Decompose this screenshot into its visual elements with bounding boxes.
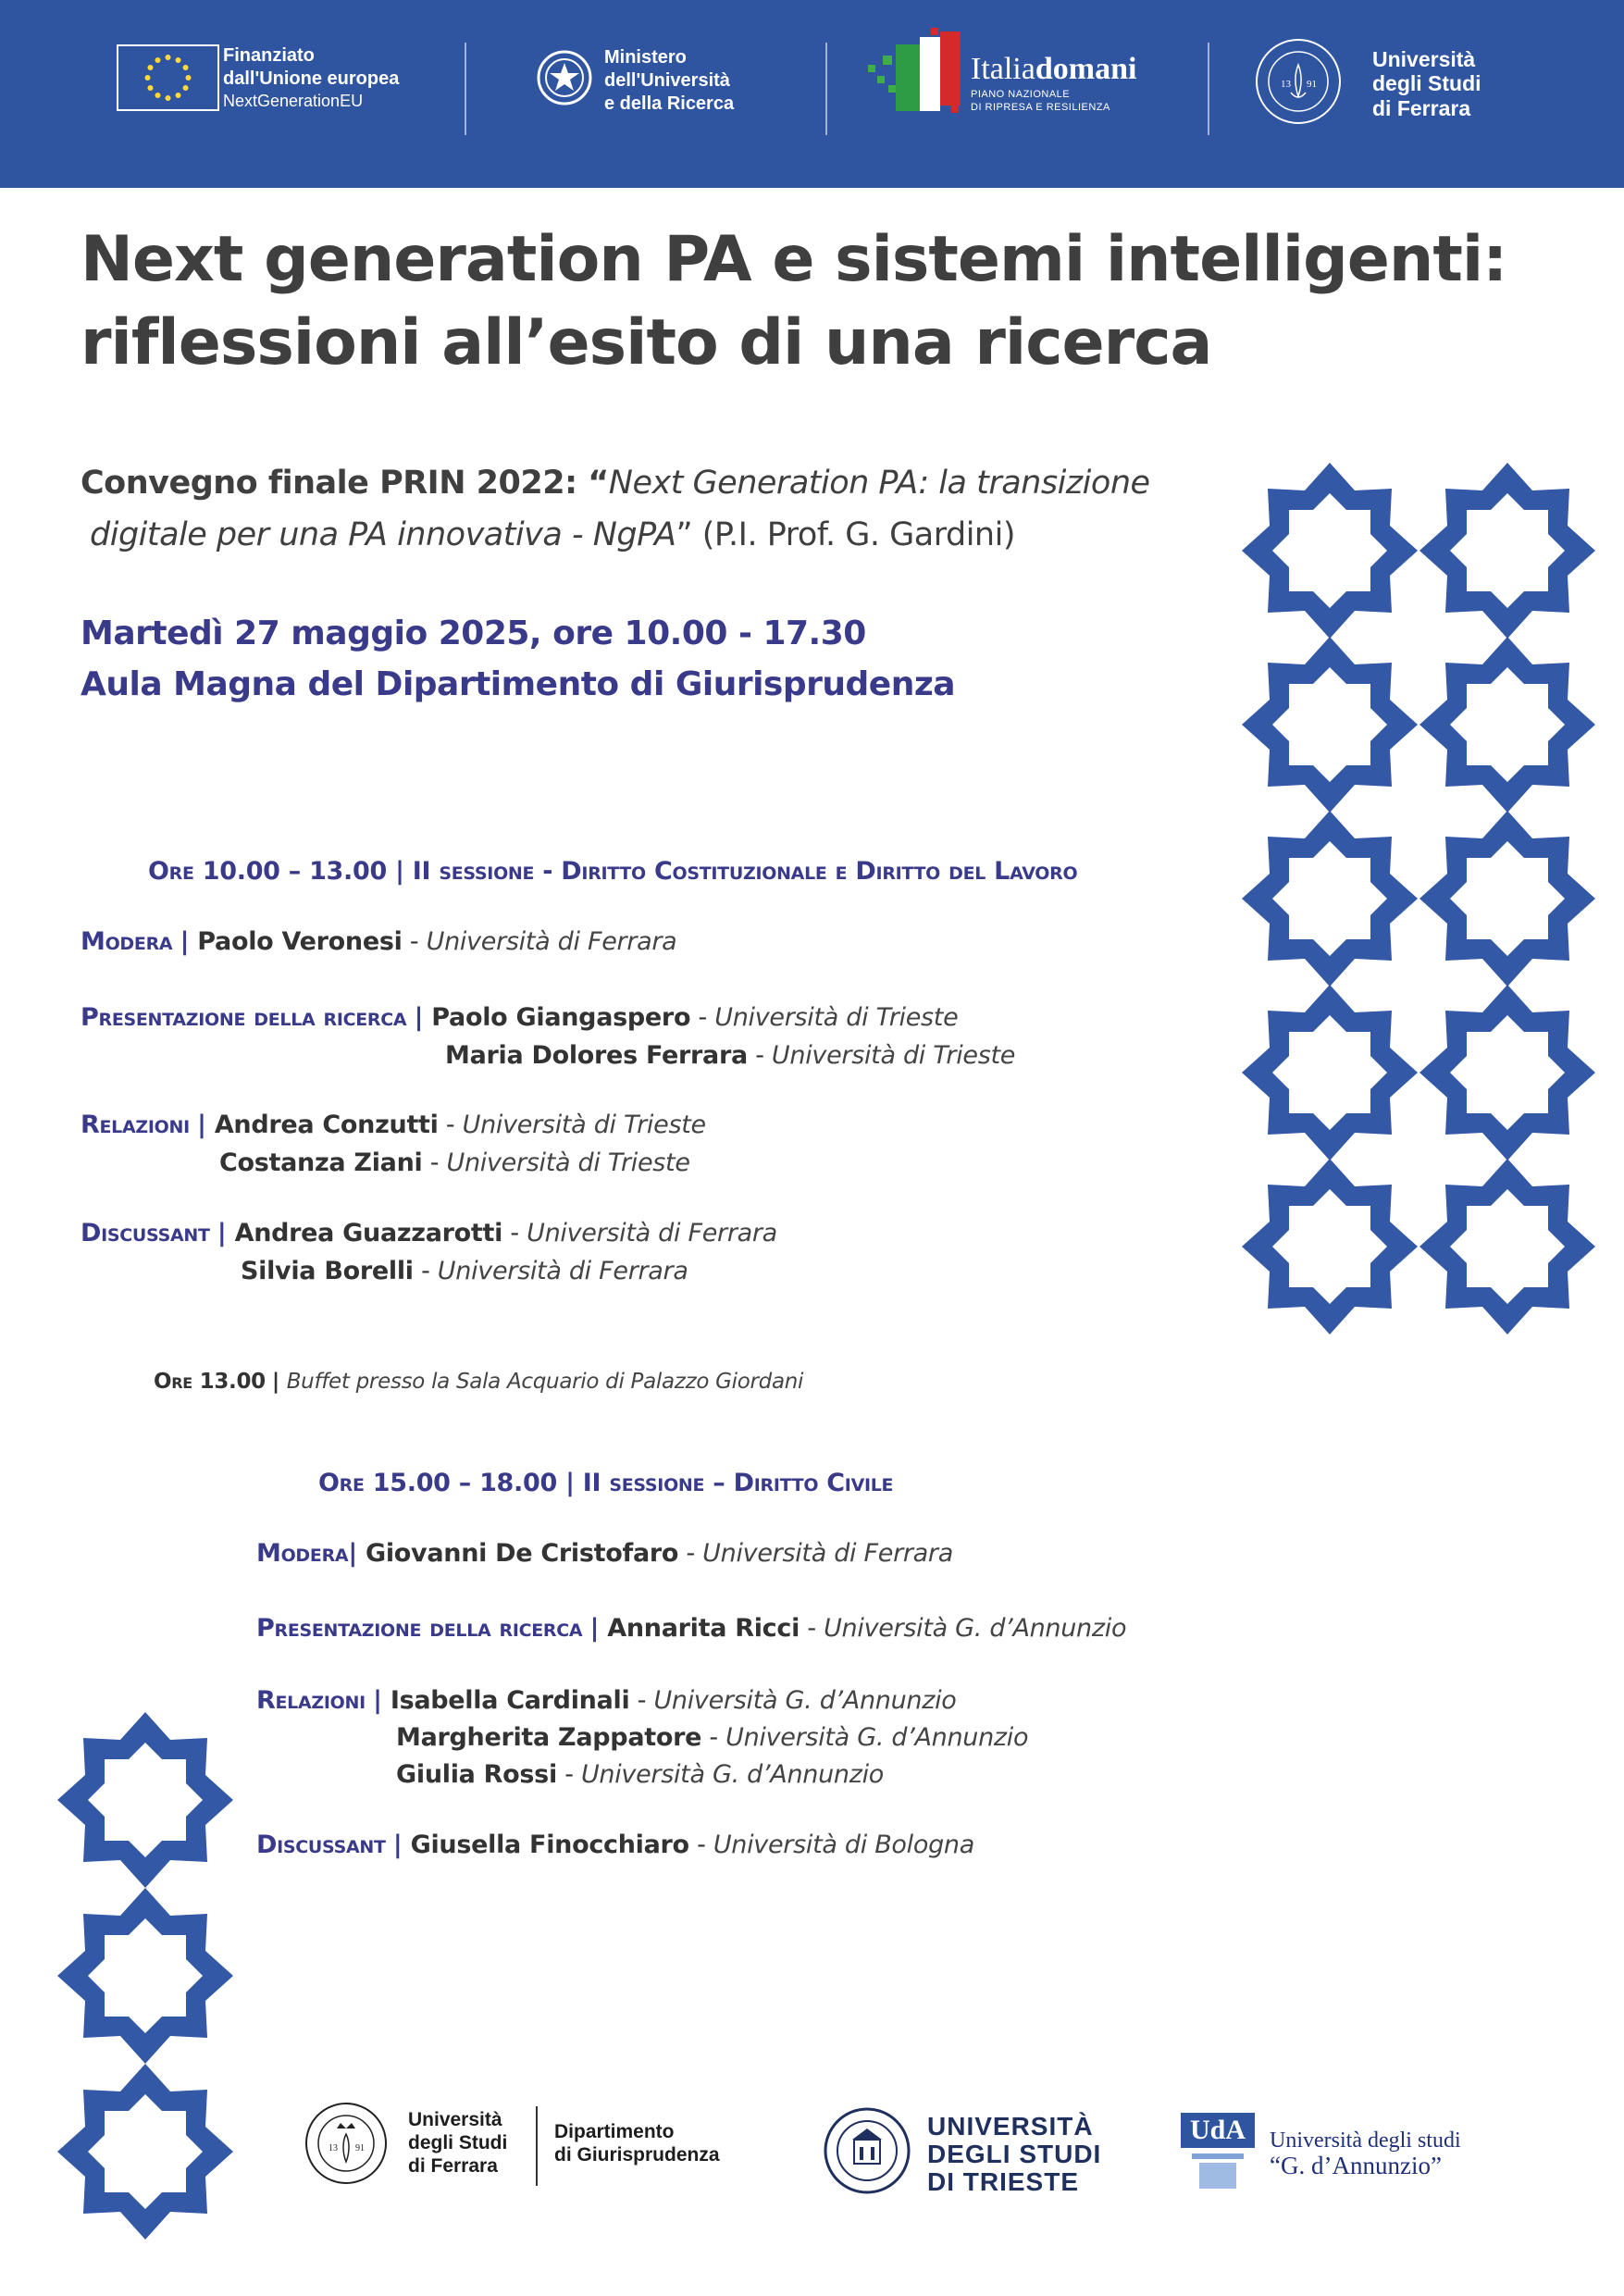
lunch-break: Ore 13.00 | Buffet presso la Sala Acquario di Palazzo Giordani: [154, 1370, 804, 1394]
italia-domani-flag-icon: [864, 28, 966, 117]
trieste-seal-icon: [823, 2106, 911, 2195]
svg-text:91: 91: [355, 2143, 365, 2153]
session-1-presentazione-2: Maria Dolores Ferrara - Università di Trieste: [445, 1041, 1016, 1070]
conference-title-b: digitale per una PA innovativa - NgPA: [90, 516, 676, 553]
header-divider: [465, 43, 466, 135]
header-divider: [825, 43, 827, 135]
presentazione-label: Presentazione della ricerca: [81, 1003, 407, 1032]
mur-line-2: dell'Università: [604, 70, 730, 91]
relazioni-label: Relazioni: [256, 1686, 366, 1715]
italia-domani-sub-1: PIANO NAZIONALE: [971, 89, 1071, 100]
conference-title-a: Next Generation PA: la transizione: [608, 465, 1150, 502]
uda-text: [1270, 2128, 1461, 2180]
unife-header-line-3: di Ferrara: [1372, 95, 1471, 120]
italia-domani-brand-a: Italia: [971, 52, 1035, 86]
trieste-line-3: DI TRIESTE: [927, 2167, 1080, 2197]
speaker-affiliation: Università G. d’Annunzio: [653, 1686, 957, 1715]
conference-line-2: [81, 509, 1246, 561]
uda-line-2: “G. d’Annunzio”: [1270, 2152, 1442, 2180]
session-1-modera: Modera | Paolo Veronesi - Università di Ferrara: [81, 927, 677, 956]
speaker-name: Giulia Rossi: [396, 1760, 557, 1789]
unife-footer-line-1: Università: [408, 2109, 502, 2130]
eu-funding-text: [223, 44, 399, 112]
mur-line-1: Ministero: [604, 47, 687, 68]
italian-emblem-icon: [536, 48, 593, 107]
trieste-text: [927, 2113, 1101, 2197]
title-line-1: Next generation PA e sistemi intelligenti:: [81, 223, 1507, 296]
svg-text:13: 13: [329, 2143, 338, 2153]
star-ornament-right: [1240, 461, 1597, 1338]
speaker-name: Silvia Borelli: [241, 1257, 414, 1285]
uda-logo: [1181, 2113, 1255, 2191]
eu-star-icon: [166, 95, 171, 101]
session-1-heading: Ore 10.00 – 13.00 | II sessione - Diritto Costituzionale e Diritto del Lavoro: [148, 857, 1078, 886]
page-title: [81, 218, 1580, 386]
eu-star-icon: [176, 57, 181, 63]
mur-line-3: e della Ricerca: [604, 93, 735, 114]
conference-line-1: [81, 457, 1246, 509]
svg-text:91: 91: [1307, 79, 1317, 90]
speaker-name: Margherita Zappatore: [396, 1723, 702, 1752]
dipartimento-line-2: di Giurisprudenza: [554, 2144, 720, 2166]
uda-mark-base: [1199, 2163, 1236, 2189]
session-2-relazioni: Relazioni | Isabella Cardinali - Università G. d’Annunzio: [256, 1686, 957, 1715]
presentazione-label: Presentazione della ricerca: [256, 1614, 583, 1643]
eu-line-3: NextGenerationEU: [223, 92, 364, 110]
speaker-name: Giovanni De Cristofaro: [365, 1539, 679, 1568]
header-band: [0, 0, 1624, 188]
eu-star-icon: [183, 65, 189, 70]
relazioni-label: Relazioni: [81, 1111, 190, 1139]
italia-domani-sub-2: DI RIPRESA E RESILIENZA: [971, 101, 1110, 113]
session-1-discussant: Discussant | Andrea Guazzarotti - Università di Ferrara: [81, 1219, 777, 1247]
speaker-affiliation: Università di Ferrara: [426, 927, 677, 956]
speaker-affiliation: Università di Trieste: [714, 1003, 959, 1032]
italia-domani-text: [971, 54, 1136, 115]
lunch-text: Buffet presso la Sala Acquario di Palazzo Giordani: [286, 1370, 804, 1394]
speaker-name: Annarita Ricci: [607, 1614, 800, 1643]
speaker-name: Giusella Finocchiaro: [410, 1831, 689, 1859]
lunch-time: Ore 13.00: [154, 1370, 266, 1394]
discussant-label: Discussant: [81, 1219, 210, 1247]
session-1-discussant-2: Silvia Borelli - Università di Ferrara: [241, 1257, 688, 1285]
modera-label: Modera: [81, 927, 173, 956]
eu-line-2: dall'Unione europea: [223, 68, 400, 89]
session-2-heading: Ore 15.00 – 18.00 | II sessione – Diritto Civile: [318, 1469, 894, 1497]
conference-suffix: ” (P.I. Prof. G. Gardini): [676, 516, 1015, 553]
conference-subtitle: [81, 457, 1246, 561]
session-2-presentazione: Presentazione della ricerca | Annarita Ricci - Università G. d’Annunzio: [256, 1614, 1127, 1643]
session-1-relazioni: Relazioni | Andrea Conzutti - Università di Trieste: [81, 1111, 706, 1139]
unife-seal-icon: [1254, 37, 1343, 126]
unife-footer-seal-icon: [304, 2101, 389, 2186]
eu-star-icon: [145, 75, 151, 81]
conference-prefix: Convegno finale PRIN 2022: “: [81, 465, 609, 502]
speaker-affiliation: Università di Trieste: [446, 1148, 690, 1177]
star-ornament-left: [56, 1710, 237, 2242]
unife-footer-line-2: degli Studi: [408, 2132, 508, 2154]
footer-divider: [536, 2106, 538, 2186]
uda-mark-base: [1192, 2153, 1244, 2159]
dipartimento-line-1: Dipartimento: [554, 2121, 675, 2142]
discussant-label: Discussant: [256, 1831, 386, 1859]
speaker-affiliation: Università G. d’Annunzio: [725, 1723, 1029, 1752]
session-2-relazioni-3: Giulia Rossi - Università G. d’Annunzio: [396, 1760, 885, 1789]
session-2-discussant: Discussant | Giusella Finocchiaro - Università di Bologna: [256, 1831, 974, 1859]
eu-star-icon: [186, 75, 192, 81]
speaker-affiliation: Università di Trieste: [771, 1041, 1016, 1070]
trieste-line-1: UNIVERSITÀ: [927, 2112, 1094, 2141]
uda-mark: UdA: [1181, 2113, 1255, 2148]
unife-header-text: [1372, 47, 1481, 120]
dipartimento-text: [554, 2120, 720, 2166]
speaker-name: Paolo Giangaspero: [431, 1003, 691, 1032]
speaker-name: Andrea Guazzarotti: [234, 1219, 503, 1247]
speaker-name: Andrea Conzutti: [214, 1111, 439, 1139]
unife-footer-text: [408, 2108, 507, 2178]
svg-text:13: 13: [1281, 79, 1291, 90]
modera-label: Modera: [256, 1539, 349, 1568]
speaker-name: Paolo Veronesi: [197, 927, 403, 956]
eu-star-icon: [147, 85, 153, 91]
eu-flag-icon: [117, 44, 219, 111]
unife-header-line-2: degli Studi: [1372, 71, 1481, 96]
session-1-presentazione: Presentazione della ricerca | Paolo Giangaspero - Università di Trieste: [81, 1003, 959, 1032]
uda-line-1: Università degli studi: [1270, 2128, 1461, 2153]
speaker-name: Costanza Ziani: [219, 1148, 423, 1177]
speaker-affiliation: Università di Ferrara: [702, 1539, 953, 1568]
session-1-relazioni-2: Costanza Ziani - Università di Trieste: [219, 1148, 690, 1177]
speaker-affiliation: Università di Ferrara: [527, 1219, 777, 1247]
eu-star-icon: [176, 93, 181, 98]
speaker-affiliation: Università di Trieste: [462, 1111, 706, 1139]
mur-text: [604, 46, 734, 116]
italia-domani-brand: [971, 54, 1136, 85]
eu-star-icon: [183, 85, 189, 91]
session-2-modera: Modera| Giovanni De Cristofaro - Università di Ferrara: [256, 1539, 953, 1568]
eu-star-icon: [147, 65, 153, 70]
event-date-time: Martedì 27 maggio 2025, ore 10.00 - 17.30: [81, 614, 866, 652]
eu-star-icon: [155, 57, 161, 63]
unife-header-line-1: Università: [1372, 47, 1476, 71]
italia-domani-brand-b: domani: [1035, 52, 1137, 86]
eu-line-1: Finanziato: [223, 45, 315, 66]
event-venue: Aula Magna del Dipartimento di Giurisprudenza: [81, 664, 956, 703]
speaker-name: Isabella Cardinali: [390, 1686, 630, 1715]
header-divider: [1208, 43, 1209, 135]
speaker-name: Maria Dolores Ferrara: [445, 1041, 748, 1070]
title-line-2: riflessioni all’esito di una ricerca: [81, 306, 1212, 380]
unife-footer-line-3: di Ferrara: [408, 2155, 498, 2178]
session-2-relazioni-2: Margherita Zappatore - Università G. d’Annunzio: [396, 1723, 1029, 1752]
speaker-affiliation: Università di Bologna: [713, 1831, 974, 1859]
eu-star-icon: [166, 55, 171, 60]
speaker-affiliation: Università G. d’Annunzio: [580, 1760, 885, 1789]
trieste-line-2: DEGLI STUDI: [927, 2140, 1102, 2169]
speaker-affiliation: Università di Ferrara: [437, 1257, 688, 1285]
event-info: [81, 609, 955, 710]
speaker-affiliation: Università G. d’Annunzio: [824, 1614, 1127, 1643]
eu-star-icon: [155, 93, 161, 98]
